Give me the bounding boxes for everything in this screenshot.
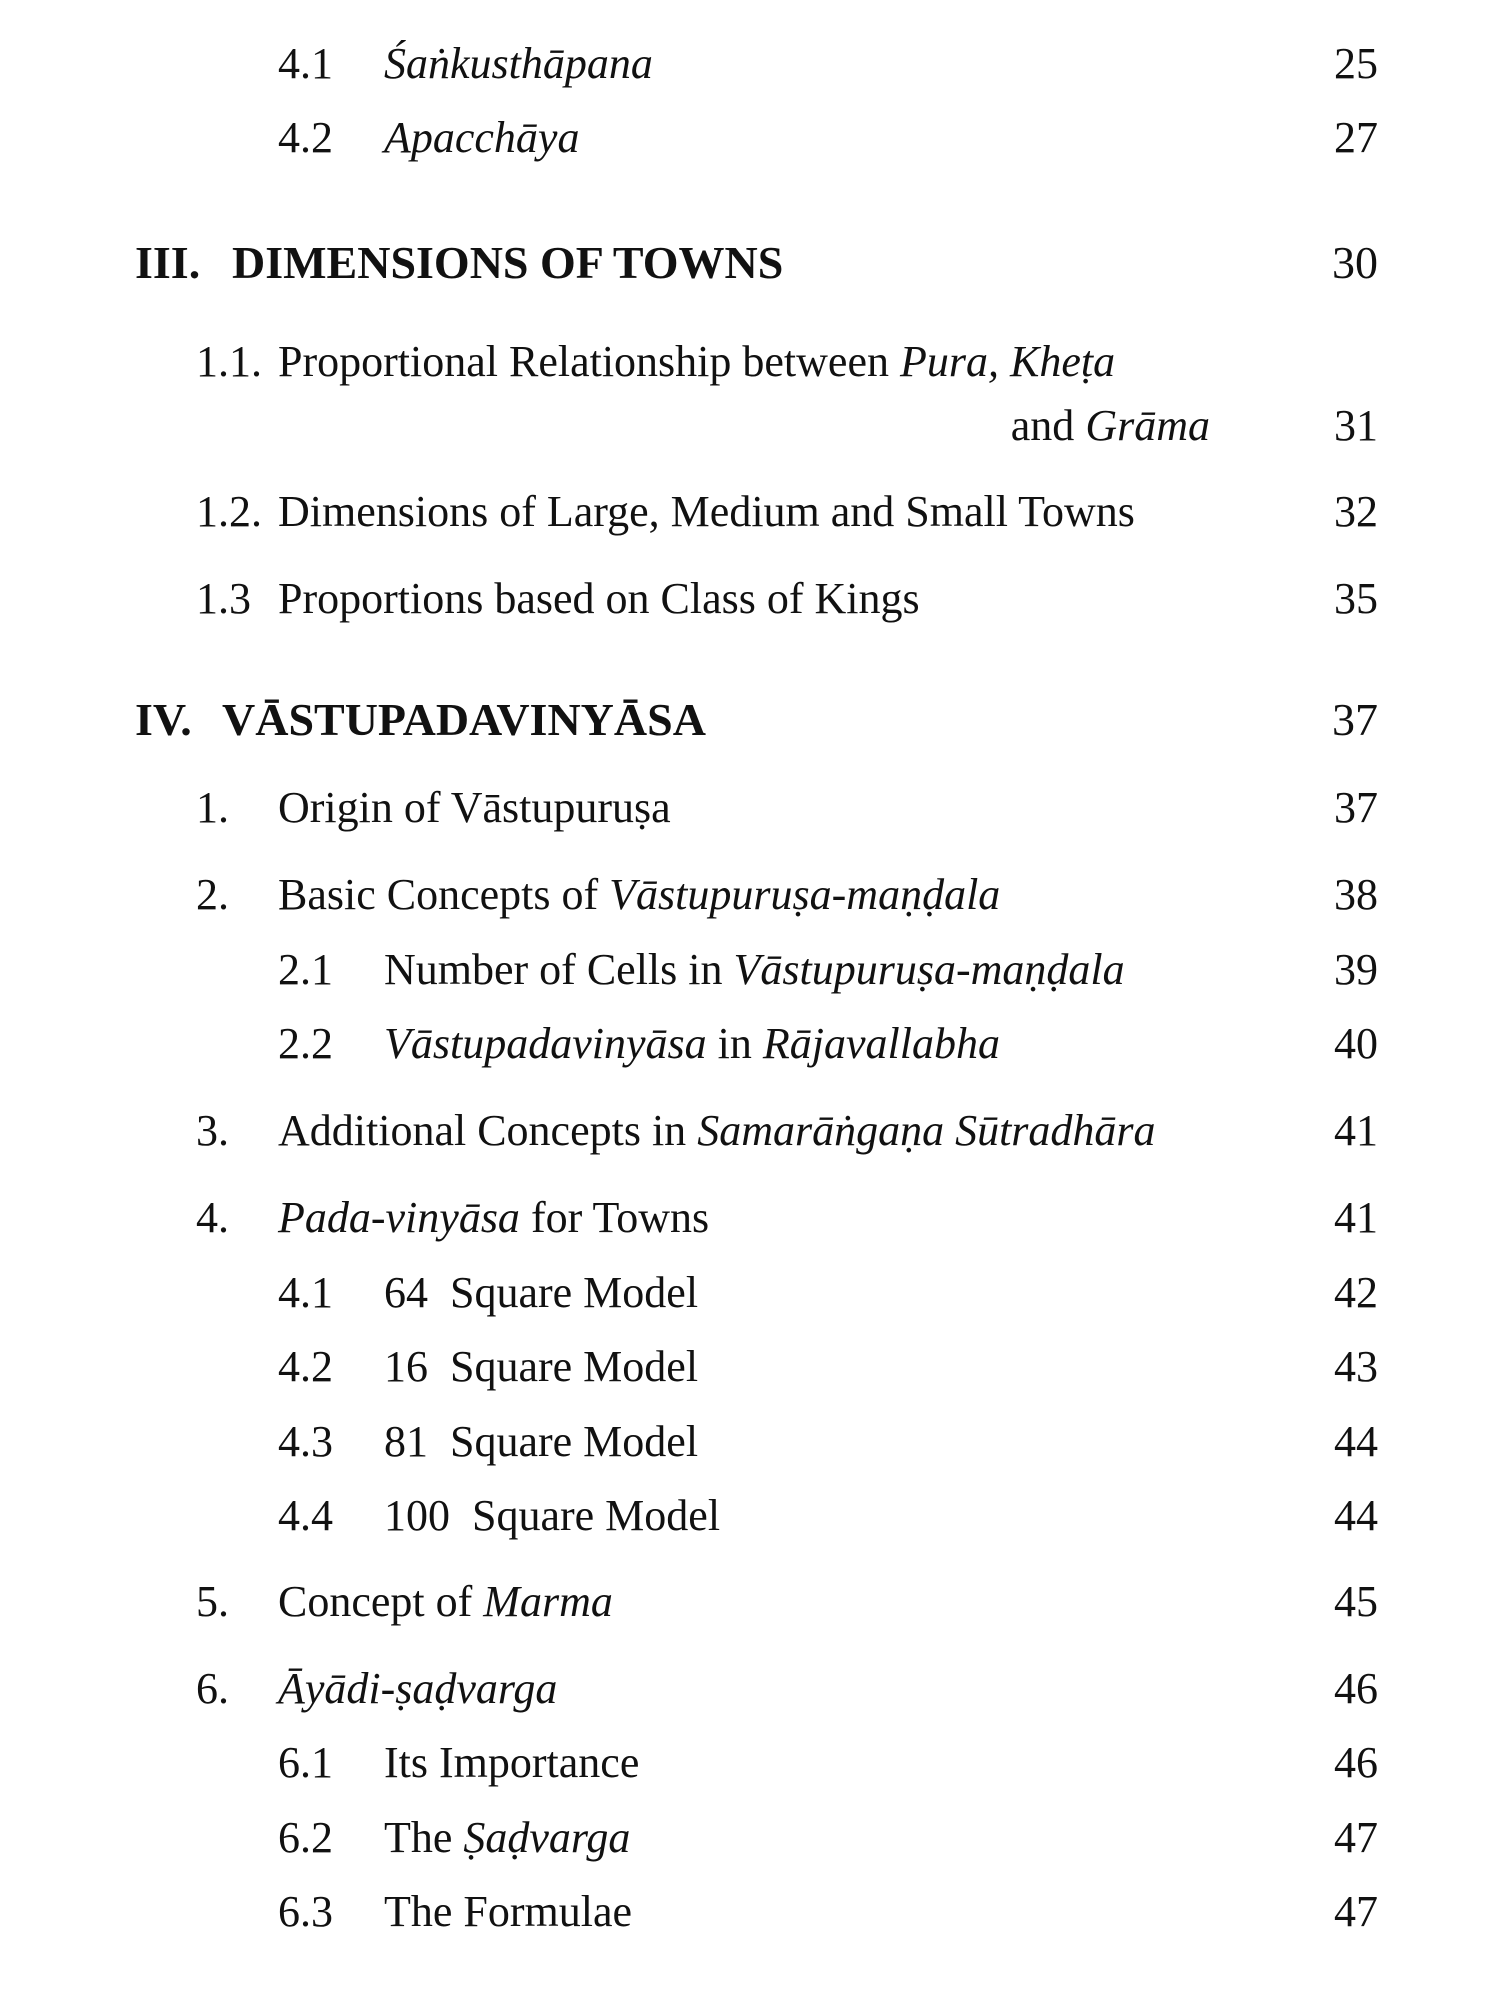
entry-title: 16 Square Model (384, 1342, 699, 1391)
entry-page: 35 (1334, 574, 1378, 623)
entry-title: 64 Square Model (384, 1268, 699, 1317)
entry-title: Its Importance (384, 1738, 640, 1787)
entry-page: 25 (1334, 39, 1378, 88)
entry-title: Śaṅkusthāpana (384, 39, 653, 88)
entry-number: 5. (196, 1577, 229, 1626)
entry-title: Āyādi-ṣaḍvarga (278, 1664, 558, 1713)
entry-number: 4. (196, 1193, 229, 1242)
entry-number: 4.2 (278, 113, 333, 162)
chapter-number: III. (135, 237, 201, 288)
entry-title: Proportions based on Class of Kings (278, 574, 920, 623)
entry-number: 4.3 (278, 1417, 333, 1466)
entry-title: Concept of Marma (278, 1577, 613, 1626)
entry-title: The Ṣaḍvarga (384, 1813, 631, 1862)
entry-page: 31 (1334, 401, 1378, 450)
entry-page: 47 (1334, 1813, 1378, 1862)
entry-page: 41 (1334, 1193, 1378, 1242)
chapter-title: DIMENSIONS OF TOWNS (232, 237, 784, 288)
entry-page: 46 (1334, 1664, 1378, 1713)
entry-number: 3. (196, 1106, 229, 1155)
entry-number: 2.2 (278, 1019, 333, 1068)
entry-title: Number of Cells in Vāstupuruṣa-maṇḍala (384, 945, 1125, 994)
entry-title: Proportional Relationship between Pura, Kheṭa (278, 337, 1116, 386)
entry-title-continuation: and Grāma (1010, 401, 1210, 450)
entry-page: 42 (1334, 1268, 1378, 1317)
entry-number: 4.1 (278, 39, 333, 88)
entry-number: 2. (196, 870, 229, 919)
entry-page: 27 (1334, 113, 1378, 162)
entry-number: 1. (196, 783, 229, 832)
entry-page: 47 (1334, 1887, 1378, 1936)
entry-page: 32 (1334, 487, 1378, 536)
chapter-page: 37 (1332, 694, 1378, 745)
entry-page: 38 (1334, 870, 1378, 919)
entry-number: 4.1 (278, 1268, 333, 1317)
entry-number: 1.2. (196, 487, 262, 536)
entry-title: Additional Concepts in Samarāṅgaṇa Sūtradhāra (278, 1106, 1156, 1155)
entry-page: 43 (1334, 1342, 1378, 1391)
chapter-title: VĀSTUPADAVINYĀSA (222, 694, 706, 745)
entry-number: 6.1 (278, 1738, 333, 1787)
entry-title: Basic Concepts of Vāstupuruṣa-maṇḍala (278, 870, 1001, 919)
entry-page: 41 (1334, 1106, 1378, 1155)
entry-number: 1.3 (196, 574, 251, 623)
entry-number: 4.2 (278, 1342, 333, 1391)
entry-title: 81 Square Model (384, 1417, 699, 1466)
entry-number: 2.1 (278, 945, 333, 994)
entry-page: 46 (1334, 1738, 1378, 1787)
entry-page: 44 (1334, 1417, 1378, 1466)
entry-page: 37 (1334, 783, 1378, 832)
entry-number: 6.3 (278, 1887, 333, 1936)
entry-title: Apacchāya (384, 113, 580, 162)
entry-page: 39 (1334, 945, 1378, 994)
entry-title: Origin of Vāstupuruṣa (278, 783, 671, 832)
entry-page: 45 (1334, 1577, 1378, 1626)
chapter-number: IV. (135, 694, 192, 745)
entry-title: Vāstupadavinyāsa in Rājavallabha (384, 1019, 1000, 1068)
entry-title: The Formulae (384, 1887, 633, 1936)
entry-title: 100 Square Model (384, 1491, 721, 1540)
entry-title: Dimensions of Large, Medium and Small Towns (278, 487, 1135, 536)
entry-page: 40 (1334, 1019, 1378, 1068)
entry-title: Pada-vinyāsa for Towns (278, 1193, 710, 1242)
entry-number: 6.2 (278, 1813, 333, 1862)
entry-number: 6. (196, 1664, 229, 1713)
chapter-page: 30 (1332, 237, 1378, 288)
entry-page: 44 (1334, 1491, 1378, 1540)
entry-number: 4.4 (278, 1491, 333, 1540)
entry-number: 1.1. (196, 337, 262, 386)
